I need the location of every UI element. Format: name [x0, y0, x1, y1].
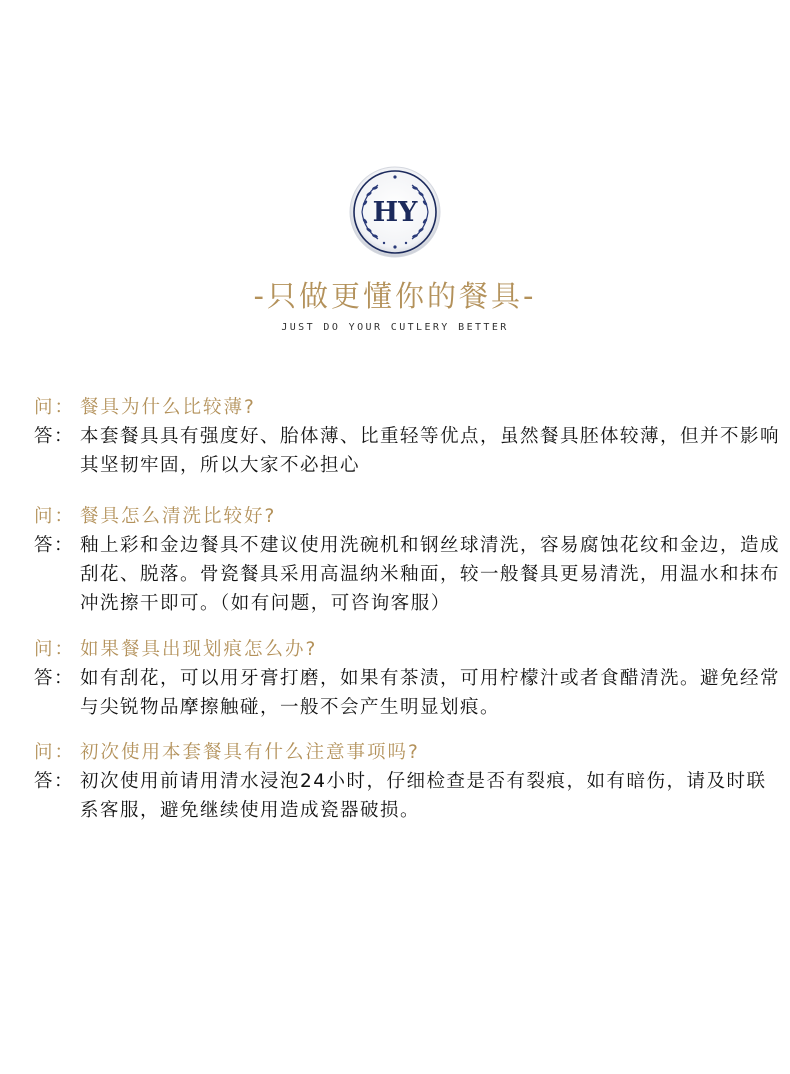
- faq-list: [34, 393, 784, 825]
- answer-prefix: 答：: [34, 535, 75, 556]
- faq-answer: [34, 531, 784, 618]
- faq-answer: [34, 767, 784, 825]
- answer-text: 釉上彩和金边餐具不建议使用洗碗机和钢丝球清洗，容易腐蚀花纹和金边，造成刮花、脱落。骨瓷餐具采用高温纳米釉面，较一般餐具更易清洗，用温水和抹布冲洗擦干即可。（如有问题，可咨询客服）: [80, 535, 781, 614]
- question-text: 餐具为什么比较薄?: [80, 397, 256, 418]
- faq-item: [34, 393, 784, 480]
- faq-item: [34, 635, 784, 722]
- answer-prefix: 答：: [34, 426, 75, 447]
- question-prefix: 问：: [34, 639, 76, 660]
- faq-answer: [34, 664, 784, 722]
- brand-headline: -只做更懂你的餐具-: [253, 279, 537, 313]
- faq-question: [34, 635, 784, 664]
- faq-item: [34, 502, 784, 618]
- faq-question: [34, 502, 784, 531]
- question-text: 初次使用本套餐具有什么注意事项吗?: [80, 742, 420, 763]
- answer-text: 初次使用前请用清水浸泡24小时，仔细检查是否有裂痕，如有暗伤，请及时联系客服，避免继续使用造成瓷器破损。: [80, 771, 767, 821]
- faq-item: [34, 738, 784, 825]
- answer-text: 如有刮花，可以用牙膏打磨，如果有茶渍，可用柠檬汁或者食醋清洗。避免经常与尖锐物品摩擦触碰，一般不会产生明显划痕。: [80, 668, 781, 718]
- porcelain-plate-logo: [348, 165, 442, 259]
- answer-prefix: 答：: [34, 771, 75, 792]
- question-prefix: 问：: [34, 397, 76, 418]
- logo-monogram: HY: [372, 197, 418, 228]
- question-prefix: 问：: [34, 506, 76, 527]
- question-prefix: 问：: [34, 742, 76, 763]
- question-text: 如果餐具出现划痕怎么办?: [80, 639, 318, 660]
- brand-tagline: JUST DO YOUR CUTLERY BETTER: [281, 322, 509, 333]
- answer-text: 本套餐具具有强度好、胎体薄、比重轻等优点，虽然餐具胚体较薄，但并不影响其坚韧牢固，所以大家不必担心: [80, 426, 781, 476]
- question-text: 餐具怎么清洗比较好?: [80, 506, 277, 527]
- answer-prefix: 答：: [34, 668, 75, 689]
- faq-answer: [34, 422, 784, 480]
- brand-logo: [348, 165, 442, 259]
- faq-question: [34, 738, 784, 767]
- faq-question: [34, 393, 784, 422]
